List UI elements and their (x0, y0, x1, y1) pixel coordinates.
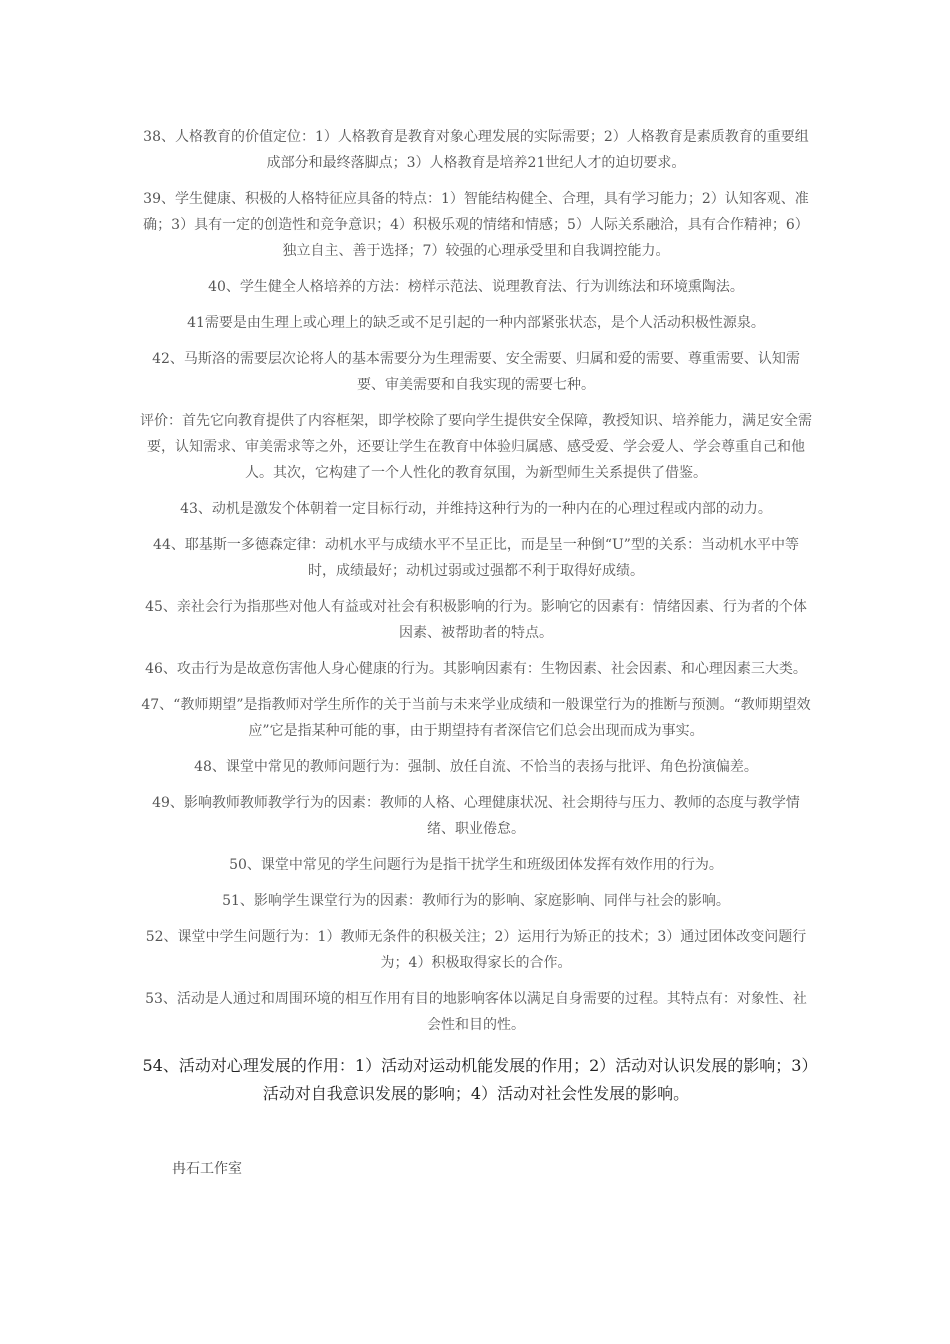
paragraph-42: 42、马斯洛的需要层次论将人的基本需要分为生理需要、安全需要、归属和爱的需要、尊重需要、认知需要、审美需要和自我实现的需要七种。 (152, 351, 800, 393)
paragraph-43: 43、动机是激发个体朝着一定目标行动，并维持这种行为的一种内在的心理过程或内部的动力。 (180, 501, 772, 517)
paragraph-51: 51、影响学生课堂行为的因素：教师行为的影响、家庭影响、同伴与社会的影响。 (222, 893, 730, 909)
paragraph-49: 49、影响教师教师教学行为的因素：教师的人格、心理健康状况、社会期待与压力、教师的态度与教学情绪、职业倦怠。 (152, 795, 800, 837)
paragraph-39: 39、学生健康、积极的人格特征应具备的特点：1）智能结构健全、合理，具有学习能力；2）认知客观、准确；3）具有一定的创造性和竞争意识；4）积极乐观的情绪和情感；5）人际关系融洽，具有合作精神；6）独立自主、善于选择；7）较强的心理承受里和自我调控能力。 (143, 191, 809, 259)
paragraph-evaluation: 评价：首先它向教育提供了内容框架，即学校除了要向学生提供安全保障，教授知识、培养能力，满足安全需要，认知需求、审美需求等之外，还要让学生在教育中体验归属感、感受爱、学会爱人、学会尊重自己和他人。其次，它构建了一个人性化的教育氛围，为新型师生关系提供了借鉴。 (140, 413, 812, 481)
paragraph-50: 50、课堂中常见的学生问题行为是指干扰学生和班级团体发挥有效作用的行为。 (229, 857, 723, 873)
paragraph-54: 54、活动对心理发展的作用：1）活动对运动机能发展的作用；2）活动对认识发展的影响；3）活动对自我意识发展的影响；4）活动对社会性发展的影响。 (142, 1056, 810, 1103)
document-body (140, 124, 812, 1118)
paragraph-46: 46、攻击行为是故意伤害他人身心健康的行为。其影响因素有：生物因素、社会因素、和心理因素三大类。 (145, 661, 807, 677)
paragraph-48: 48、课堂中常见的教师问题行为：强制、放任自流、不恰当的表扬与批评、角色扮演偏差。 (194, 759, 758, 775)
paragraph-41: 41需要是由生理上或心理上的缺乏或不足引起的一种内部紧张状态，是个人活动积极性源泉。 (187, 315, 765, 331)
paragraph-38: 38、人格教育的价值定位：1）人格教育是教育对象心理发展的实际需要；2）人格教育是素质教育的重要组成部分和最终落脚点；3）人格教育是培养21世纪人才的迫切要求。 (143, 129, 809, 171)
footer-studio-name: 冉石工作室 (172, 1161, 242, 1177)
paragraph-40: 40、学生健全人格培养的方法：榜样示范法、说理教育法、行为训练法和环境熏陶法。 (208, 279, 744, 295)
paragraph-44: 44、耶基斯一多德森定律：动机水平与成绩水平不呈正比，而是呈一种倒“U”型的关系：当动机水平中等时，成绩最好；动机过弱或过强都不利于取得好成绩。 (153, 537, 799, 579)
paragraph-45: 45、亲社会行为指那些对他人有益或对社会有积极影响的行为。影响它的因素有：情绪因素、行为者的个体因素、被帮助者的特点。 (145, 599, 807, 641)
paragraph-47: 47、“教师期望”是指教师对学生所作的关于当前与未来学业成绩和一般课堂行为的推断与预测。“教师期望效应”它是指某种可能的事，由于期望持有者深信它们总会出现而成为事实。 (141, 697, 811, 739)
paragraph-53: 53、活动是人通过和周围环境的相互作用有目的地影响客体以满足自身需要的过程。其特点有：对象性、社会性和目的性。 (145, 991, 807, 1033)
paragraph-52: 52、课堂中学生问题行为：1）教师无条件的积极关注；2）运用行为矫正的技术；3）通过团体改变问题行为；4）积极取得家长的合作。 (145, 929, 807, 971)
